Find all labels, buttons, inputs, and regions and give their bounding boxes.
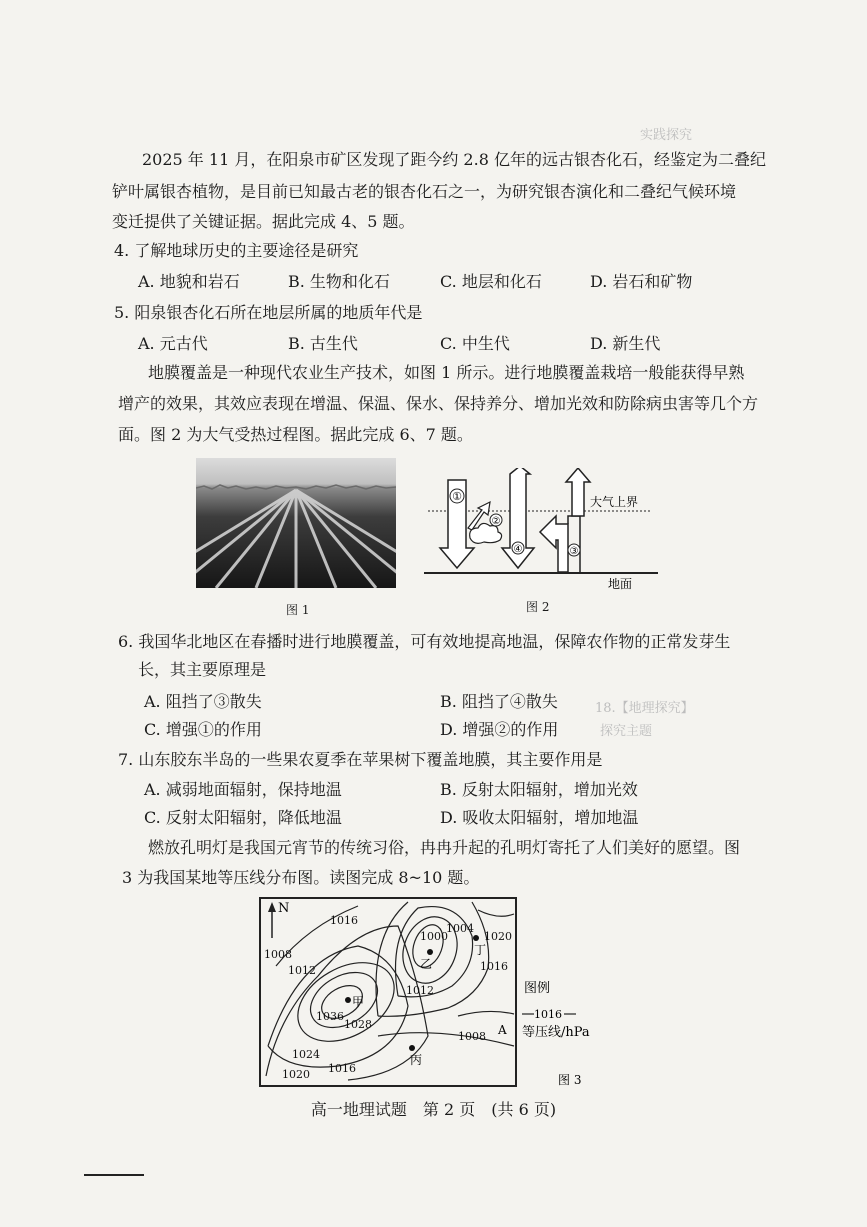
- legend-text: 等压线/hPa: [522, 1025, 590, 1040]
- marker-4: ④: [513, 544, 523, 555]
- q6-option-c[interactable]: C. 增强①的作用: [144, 720, 262, 739]
- isobar-label: 1008: [264, 948, 292, 961]
- q6-option-a[interactable]: A. 阻挡了③散失: [144, 692, 262, 711]
- q7-option-a[interactable]: A. 减弱地面辐射，保持地温: [144, 780, 342, 799]
- isobar-label: 1008: [458, 1030, 486, 1043]
- q5-option-a[interactable]: A. 元古代: [138, 334, 208, 353]
- q4-option-b[interactable]: B. 生物和化石: [288, 272, 390, 291]
- marker-3: ③: [569, 546, 579, 557]
- bleed-text: 实践探究: [640, 128, 693, 143]
- atmosphere-top-label: 大气上界: [590, 495, 639, 509]
- arrow-atmosphere-up: [566, 468, 590, 516]
- point-yi: 乙: [420, 957, 433, 971]
- figure-1-caption: 图 1: [286, 603, 310, 617]
- passage-line: 面。图 2 为大气受热过程图。据此完成 6、7 题。: [118, 425, 473, 444]
- passage-line: 2025 年 11 月，在阳泉市矿区发现了距今约 2.8 亿年的远古银杏化石，经鉴定为二叠纪: [142, 150, 766, 169]
- figure-3-isobar-map: [258, 896, 598, 1088]
- q6-option-d[interactable]: D. 增强②的作用: [440, 720, 559, 739]
- figure-1-photo: [196, 458, 396, 588]
- point-bing: 丙: [410, 1053, 423, 1067]
- isobar-label: 1012: [288, 964, 316, 977]
- north-label: N: [278, 901, 290, 916]
- isobar-label: 1020: [484, 930, 512, 943]
- legend-title: 图例: [524, 981, 551, 996]
- legend-sample: 1016: [534, 1008, 562, 1021]
- question-6-stem: 6. 我国华北地区在春播时进行地膜覆盖，可有效地提高地温，保障农作物的正常发芽生: [118, 632, 731, 651]
- q5-option-d[interactable]: D. 新生代: [590, 334, 661, 353]
- passage-line: 燃放孔明灯是我国元宵节的传统习俗，冉冉升起的孔明灯寄托了人们美好的愿望。图: [148, 838, 741, 857]
- point-jia: 甲: [352, 995, 365, 1009]
- question-7-stem: 7. 山东胶东半岛的一些果农夏季在苹果树下覆盖地膜，其主要作用是: [118, 750, 603, 769]
- question-5-stem: 5. 阳泉银杏化石所在地层所属的地质年代是: [114, 303, 423, 322]
- passage-line: 3 为我国某地等压线分布图。读图完成 8~10 题。: [122, 868, 480, 887]
- question-4-stem: 4. 了解地球历史的主要途径是研究: [114, 241, 359, 260]
- q4-option-a[interactable]: A. 地貌和岩石: [138, 272, 240, 291]
- divider: [84, 1174, 144, 1176]
- isobar-label: 1028: [344, 1018, 372, 1031]
- q4-option-c[interactable]: C. 地层和化石: [440, 272, 542, 291]
- q7-option-b[interactable]: B. 反射太阳辐射，增加光效: [440, 780, 638, 799]
- isobar-label: 1024: [292, 1048, 320, 1061]
- isobar-label: 1016: [328, 1062, 356, 1075]
- q5-option-b[interactable]: B. 古生代: [288, 334, 358, 353]
- arrow-3: [540, 516, 568, 572]
- passage-line: 铲叶属银杏植物，是目前已知最古老的银杏化石之一，为研究银杏演化和二叠纪气候环境: [112, 182, 737, 201]
- isobar-label: 1036: [316, 1010, 344, 1023]
- isobar-label: 1016: [480, 960, 508, 973]
- page-footer: 高一地理试题 第 2 页 (共 6 页): [310, 1100, 557, 1119]
- passage-line: 变迁提供了关键证据。据此完成 4、5 题。: [112, 212, 415, 231]
- passage-line: 增产的效果，其效应表现在增温、保温、保水、保持养分、增加光效和防除病虫害等几个方: [118, 394, 759, 413]
- question-6-stem: 长，其主要原理是: [138, 660, 267, 679]
- figure-2-diagram: [422, 468, 662, 593]
- point-ding: 丁: [474, 943, 487, 957]
- q6-option-b[interactable]: B. 阻挡了④散失: [440, 692, 558, 711]
- point-a: A: [498, 1023, 507, 1037]
- figure-2-caption: 图 2: [526, 600, 550, 614]
- isobar-label: 1012: [406, 984, 434, 997]
- ground-label: 地面: [608, 577, 633, 591]
- q4-option-d[interactable]: D. 岩石和矿物: [590, 272, 693, 291]
- bleed-text: 探究主题: [600, 724, 653, 739]
- passage-line: 地膜覆盖是一种现代农业生产技术，如图 1 所示。进行地膜覆盖栽培一般能获得早熟: [148, 363, 745, 382]
- q5-option-c[interactable]: C. 中生代: [440, 334, 510, 353]
- q7-option-d[interactable]: D. 吸收太阳辐射，增加地温: [440, 808, 639, 827]
- isobar-label: 1000: [420, 930, 448, 943]
- marker-2: ②: [491, 516, 501, 527]
- figure-3-caption: 图 3: [558, 1073, 582, 1087]
- isobar-label: 1016: [330, 914, 358, 927]
- isobar-label: 1004: [446, 922, 474, 935]
- q7-option-c[interactable]: C. 反射太阳辐射，降低地温: [144, 808, 342, 827]
- bleed-text: 18.【地理探究】: [595, 701, 694, 716]
- marker-1: ①: [452, 490, 462, 503]
- isobar-label: 1020: [282, 1068, 310, 1081]
